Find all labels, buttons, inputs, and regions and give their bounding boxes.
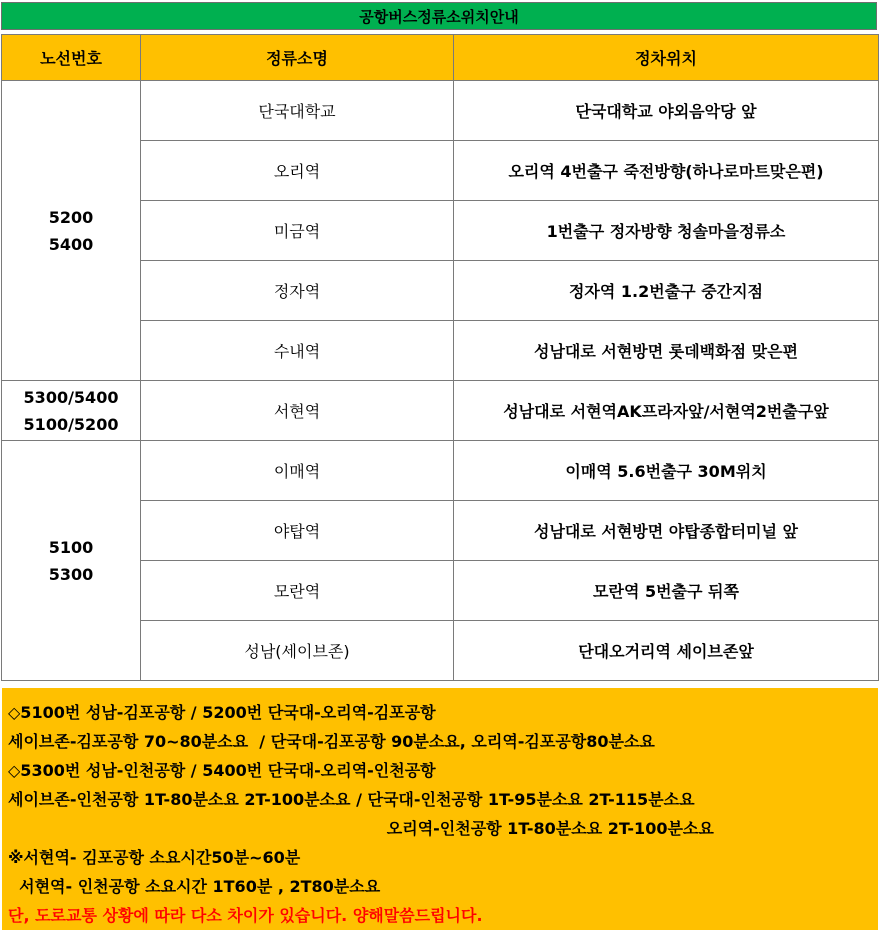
page-title: 공항버스정류소위치안내 [1,2,877,30]
route-number: 5200 [48,207,94,227]
table-header-row [2,35,879,81]
route-number: 5300 [48,564,94,584]
stop-name: 단국대학교 [141,81,454,141]
route-number: 5100/5200 [23,414,119,434]
route-number: 5100 [48,537,94,557]
stop-name: 오리역 [141,141,454,201]
stop-name: 야탑역 [141,501,454,561]
route-number: 5400 [48,234,94,254]
stop-location: 이매역 5.6번출구 30M위치 [454,441,879,501]
stop-name: 미금역 [141,201,454,261]
table-row [2,381,879,441]
stop-name: 수내역 [141,321,454,381]
stop-name: 서현역 [141,381,454,441]
stop-name: 이매역 [141,441,454,501]
route-cell [2,441,141,681]
stop-location: 모란역 5번출구 뒤쪽 [454,561,879,621]
stop-name: 성남(세이브존) [141,621,454,681]
bus-stop-table [1,34,879,681]
stop-name: 모란역 [141,561,454,621]
stop-location: 단대오거리역 세이브존앞 [454,621,879,681]
table-row [2,81,879,141]
stop-location: 성남대로 서현방면 롯데백화점 맞은편 [454,321,879,381]
note-line: ※서현역- 김포공항 소요시간50분~60분 [8,848,301,867]
warning-note: 단, 도로교통 상황에 따라 다소 차이가 있습니다. 양해말씀드립니다. [8,906,483,925]
route-cell [2,81,141,381]
note-line: 서현역- 인천공항 소요시간 1T60분 , 2T80분소요 [8,877,381,896]
stop-location: 단국대학교 야외음악당 앞 [454,81,879,141]
note-line: 오리역-인천공항 1T-80분소요 2T-100분소요 [8,819,714,838]
note-line: ◇5300번 성남-인천공항 / 5400번 단국대-오리역-인천공항 [8,761,436,780]
stop-name: 정자역 [141,261,454,321]
note-line: 세이브존-김포공항 70~80분소요 / 단국대-김포공항 90분소요, 오리역-김포공항80분소요 [8,732,655,751]
header-route: 노선번호 [2,35,141,81]
note-line: 세이브존-인천공항 1T-80분소요 2T-100분소요 / 단국대-인천공항 1T-95분소요 2T-115분소요 [8,790,695,809]
table-row [2,441,879,501]
stop-location: 성남대로 서현방면 야탑종합터미널 앞 [454,501,879,561]
header-location: 정차위치 [454,35,879,81]
note-line: ◇5100번 성남-김포공항 / 5200번 단국대-오리역-김포공항 [8,703,436,722]
stop-location: 1번출구 정자방향 청솔마을정류소 [454,201,879,261]
route-number: 5300/5400 [23,387,119,407]
stop-location: 성남대로 서현역AK프라자앞/서현역2번출구앞 [454,381,879,441]
header-stop: 정류소명 [141,35,454,81]
notes-box [2,688,878,930]
stop-location: 정자역 1.2번출구 중간지점 [454,261,879,321]
stop-location: 오리역 4번출구 죽전방향(하나로마트맞은편) [454,141,879,201]
route-cell [2,381,141,441]
